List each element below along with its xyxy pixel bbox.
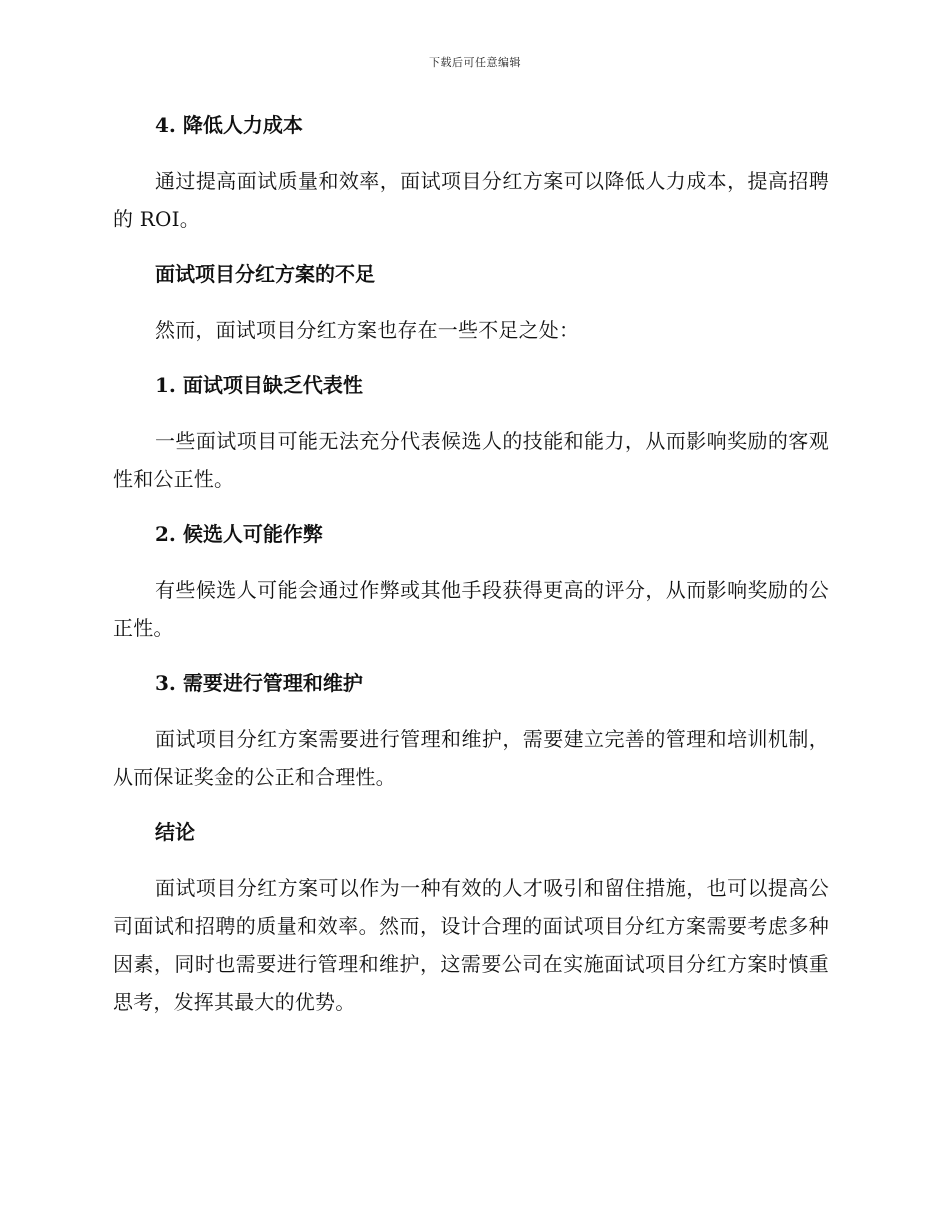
section-paragraph-shortcomings: 然而，面试项目分红方案也存在一些不足之处：	[155, 318, 580, 342]
section-heading-shortcomings: 面试项目分红方案的不足	[155, 262, 375, 286]
spacer	[113, 289, 829, 311]
section-heading-representativeness: 1. 面试项目缺乏代表性	[155, 373, 363, 397]
section-heading-conclusion: 结论	[155, 820, 195, 844]
document-content	[113, 110, 829, 1021]
spacer	[113, 140, 829, 162]
section-heading-reduce-cost: 4. 降低人力成本	[155, 113, 303, 137]
section-heading-management: 3. 需要进行管理和维护	[155, 671, 363, 695]
section-paragraph-conclusion: 面试项目分红方案可以作为一种有效的人才吸引和留住措施，也可以提高公司面试和招聘的质量和效率。然而，设计合理的面试项目分红方案需要考虑多种因素，同时也需要进行管理和维护，这需要公司在实施面试项目分红方案时慎重思考，发挥其最大的优势。	[113, 876, 829, 1014]
spacer	[113, 647, 829, 668]
section-paragraph-reduce-cost: 通过提高面试质量和效率，面试项目分红方案可以降低人力成本，提高招聘的 ROI。	[113, 169, 829, 231]
spacer	[113, 349, 829, 370]
spacer	[113, 498, 829, 519]
spacer	[113, 238, 829, 259]
section-paragraph-representativeness: 一些面试项目可能无法充分代表候选人的技能和能力，从而影响奖励的客观性和公正性。	[113, 429, 829, 491]
section-heading-cheating: 2. 候选人可能作弊	[155, 522, 323, 546]
spacer	[113, 796, 829, 817]
spacer	[113, 698, 829, 720]
spacer	[113, 400, 829, 422]
header-note: 下载后可任意编辑	[429, 56, 521, 69]
section-paragraph-cheating: 有些候选人可能会通过作弊或其他手段获得更高的评分，从而影响奖励的公正性。	[113, 578, 829, 640]
section-paragraph-management: 面试项目分红方案需要进行管理和维护，需要建立完善的管理和培训机制，从而保证奖金的公正和合理性。	[113, 727, 829, 789]
spacer	[113, 549, 829, 571]
spacer	[113, 847, 829, 869]
